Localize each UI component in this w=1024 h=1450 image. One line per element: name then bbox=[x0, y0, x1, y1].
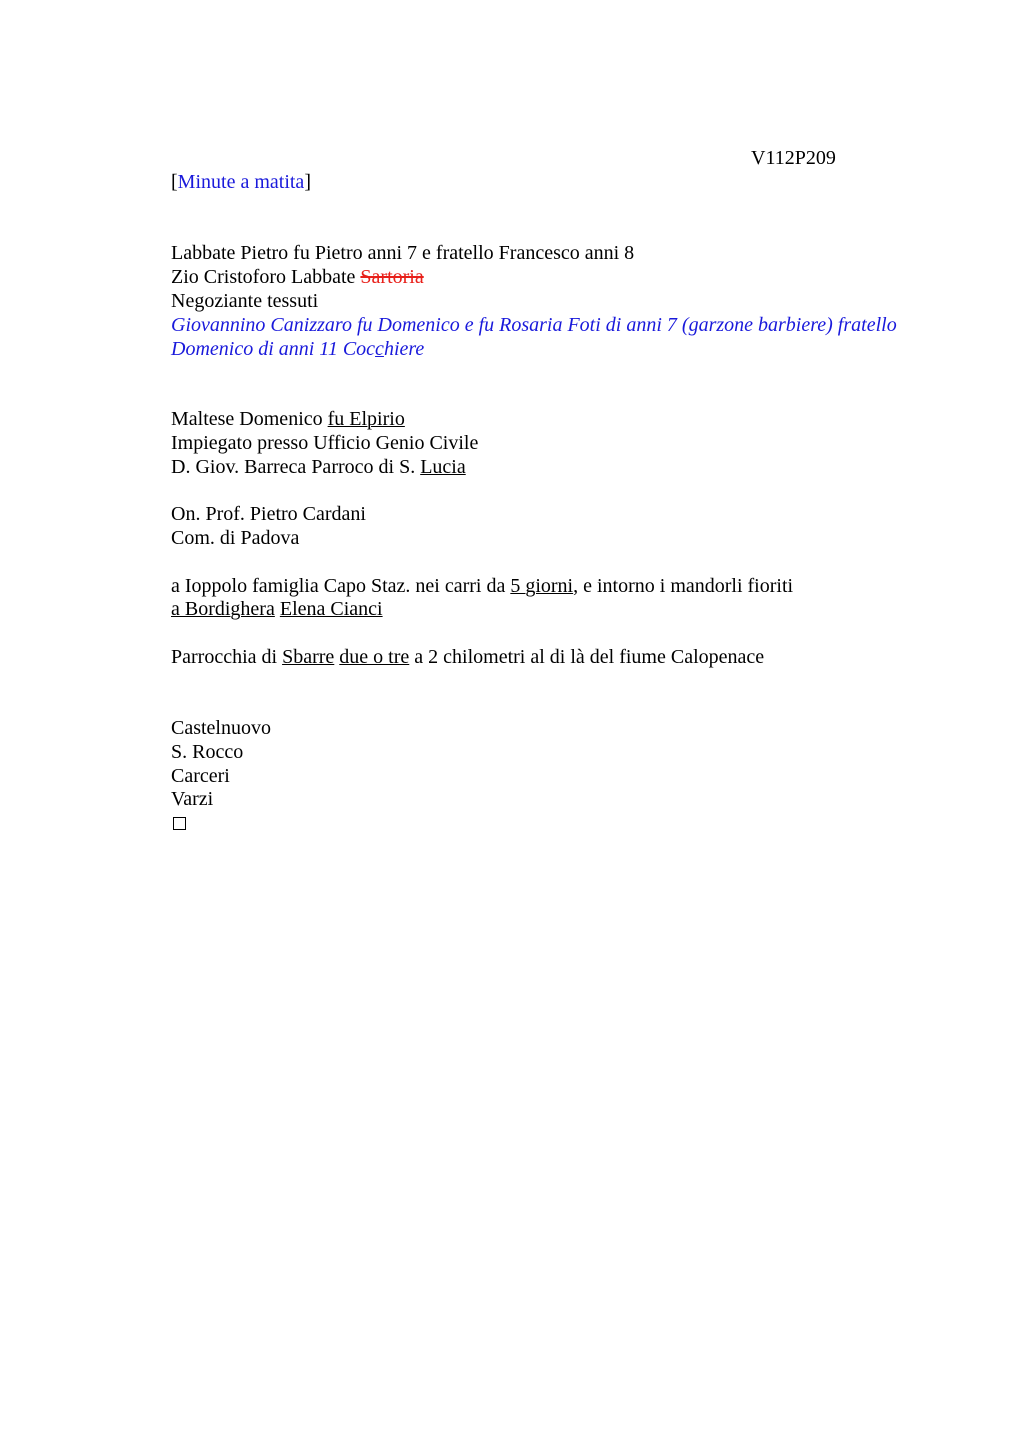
barreca-text: D. Giov. Barreca Parroco di S. bbox=[171, 456, 421, 478]
bordighera-underlined: a Bordighera bbox=[171, 598, 275, 620]
empty-checkbox-icon bbox=[173, 817, 186, 830]
note-text: Minute a matita bbox=[177, 171, 305, 193]
giovannino-line: Giovannino Canizzaro fu Domenico e fu Rosaria Foti di anni 7 (garzone barbiere) fratello bbox=[171, 314, 897, 336]
note-close-bracket: ] bbox=[304, 171, 311, 193]
page-id: V112P209 bbox=[751, 147, 836, 169]
domenico-line bbox=[171, 337, 424, 361]
domenico-text-a: Domenico di anni 11 Coc bbox=[171, 338, 376, 360]
impiegato-line: Impiegato presso Ufficio Genio Civile bbox=[171, 432, 479, 454]
place-varzi: Varzi bbox=[171, 788, 214, 810]
struck-word: Sartoria bbox=[360, 266, 424, 288]
barreca-underlined: Lucia bbox=[420, 456, 466, 478]
zio-line bbox=[171, 265, 424, 289]
due-o-tre-underlined: due o tre bbox=[339, 646, 410, 668]
negoziante-line: Negoziante tessuti bbox=[171, 290, 319, 312]
labbate-line: Labbate Pietro fu Pietro anni 7 e fratello Francesco anni 8 bbox=[171, 242, 635, 264]
ioppolo-text-a: a Ioppolo famiglia Capo Staz. nei carri da bbox=[171, 575, 511, 597]
ioppolo-text-c: , e intorno i mandorli fioriti bbox=[573, 575, 794, 597]
domenico-text-underlined: c bbox=[375, 338, 384, 360]
place-castelnuovo: Castelnuovo bbox=[171, 717, 271, 739]
place-s-rocco: S. Rocco bbox=[171, 741, 244, 763]
padova-line: Com. di Padova bbox=[171, 527, 300, 549]
note-header bbox=[171, 170, 311, 194]
parrocchia-text-c: a 2 chilometri al di là del fiume Calopenace bbox=[409, 646, 765, 668]
note-open-bracket: [ bbox=[171, 171, 178, 193]
ioppolo-line bbox=[171, 574, 793, 598]
sbarre-underlined: Sbarre bbox=[282, 646, 335, 668]
parrocchia-line bbox=[171, 645, 764, 669]
barreca-line bbox=[171, 455, 466, 479]
cianci-underlined: Elena Cianci bbox=[279, 598, 383, 620]
parrocchia-text-a: Parrocchia di bbox=[171, 646, 283, 668]
maltese-line bbox=[171, 407, 405, 431]
zio-text: Zio Cristoforo Labbate bbox=[171, 266, 361, 288]
place-carceri: Carceri bbox=[171, 765, 230, 787]
cardani-line: On. Prof. Pietro Cardani bbox=[171, 503, 366, 525]
maltese-underlined: fu Elpirio bbox=[327, 408, 405, 430]
maltese-text: Maltese Domenico bbox=[171, 408, 328, 430]
domenico-text-c: hiere bbox=[383, 338, 425, 360]
bordighera-line bbox=[171, 597, 383, 621]
ioppolo-underlined: 5 giorni bbox=[510, 575, 574, 597]
